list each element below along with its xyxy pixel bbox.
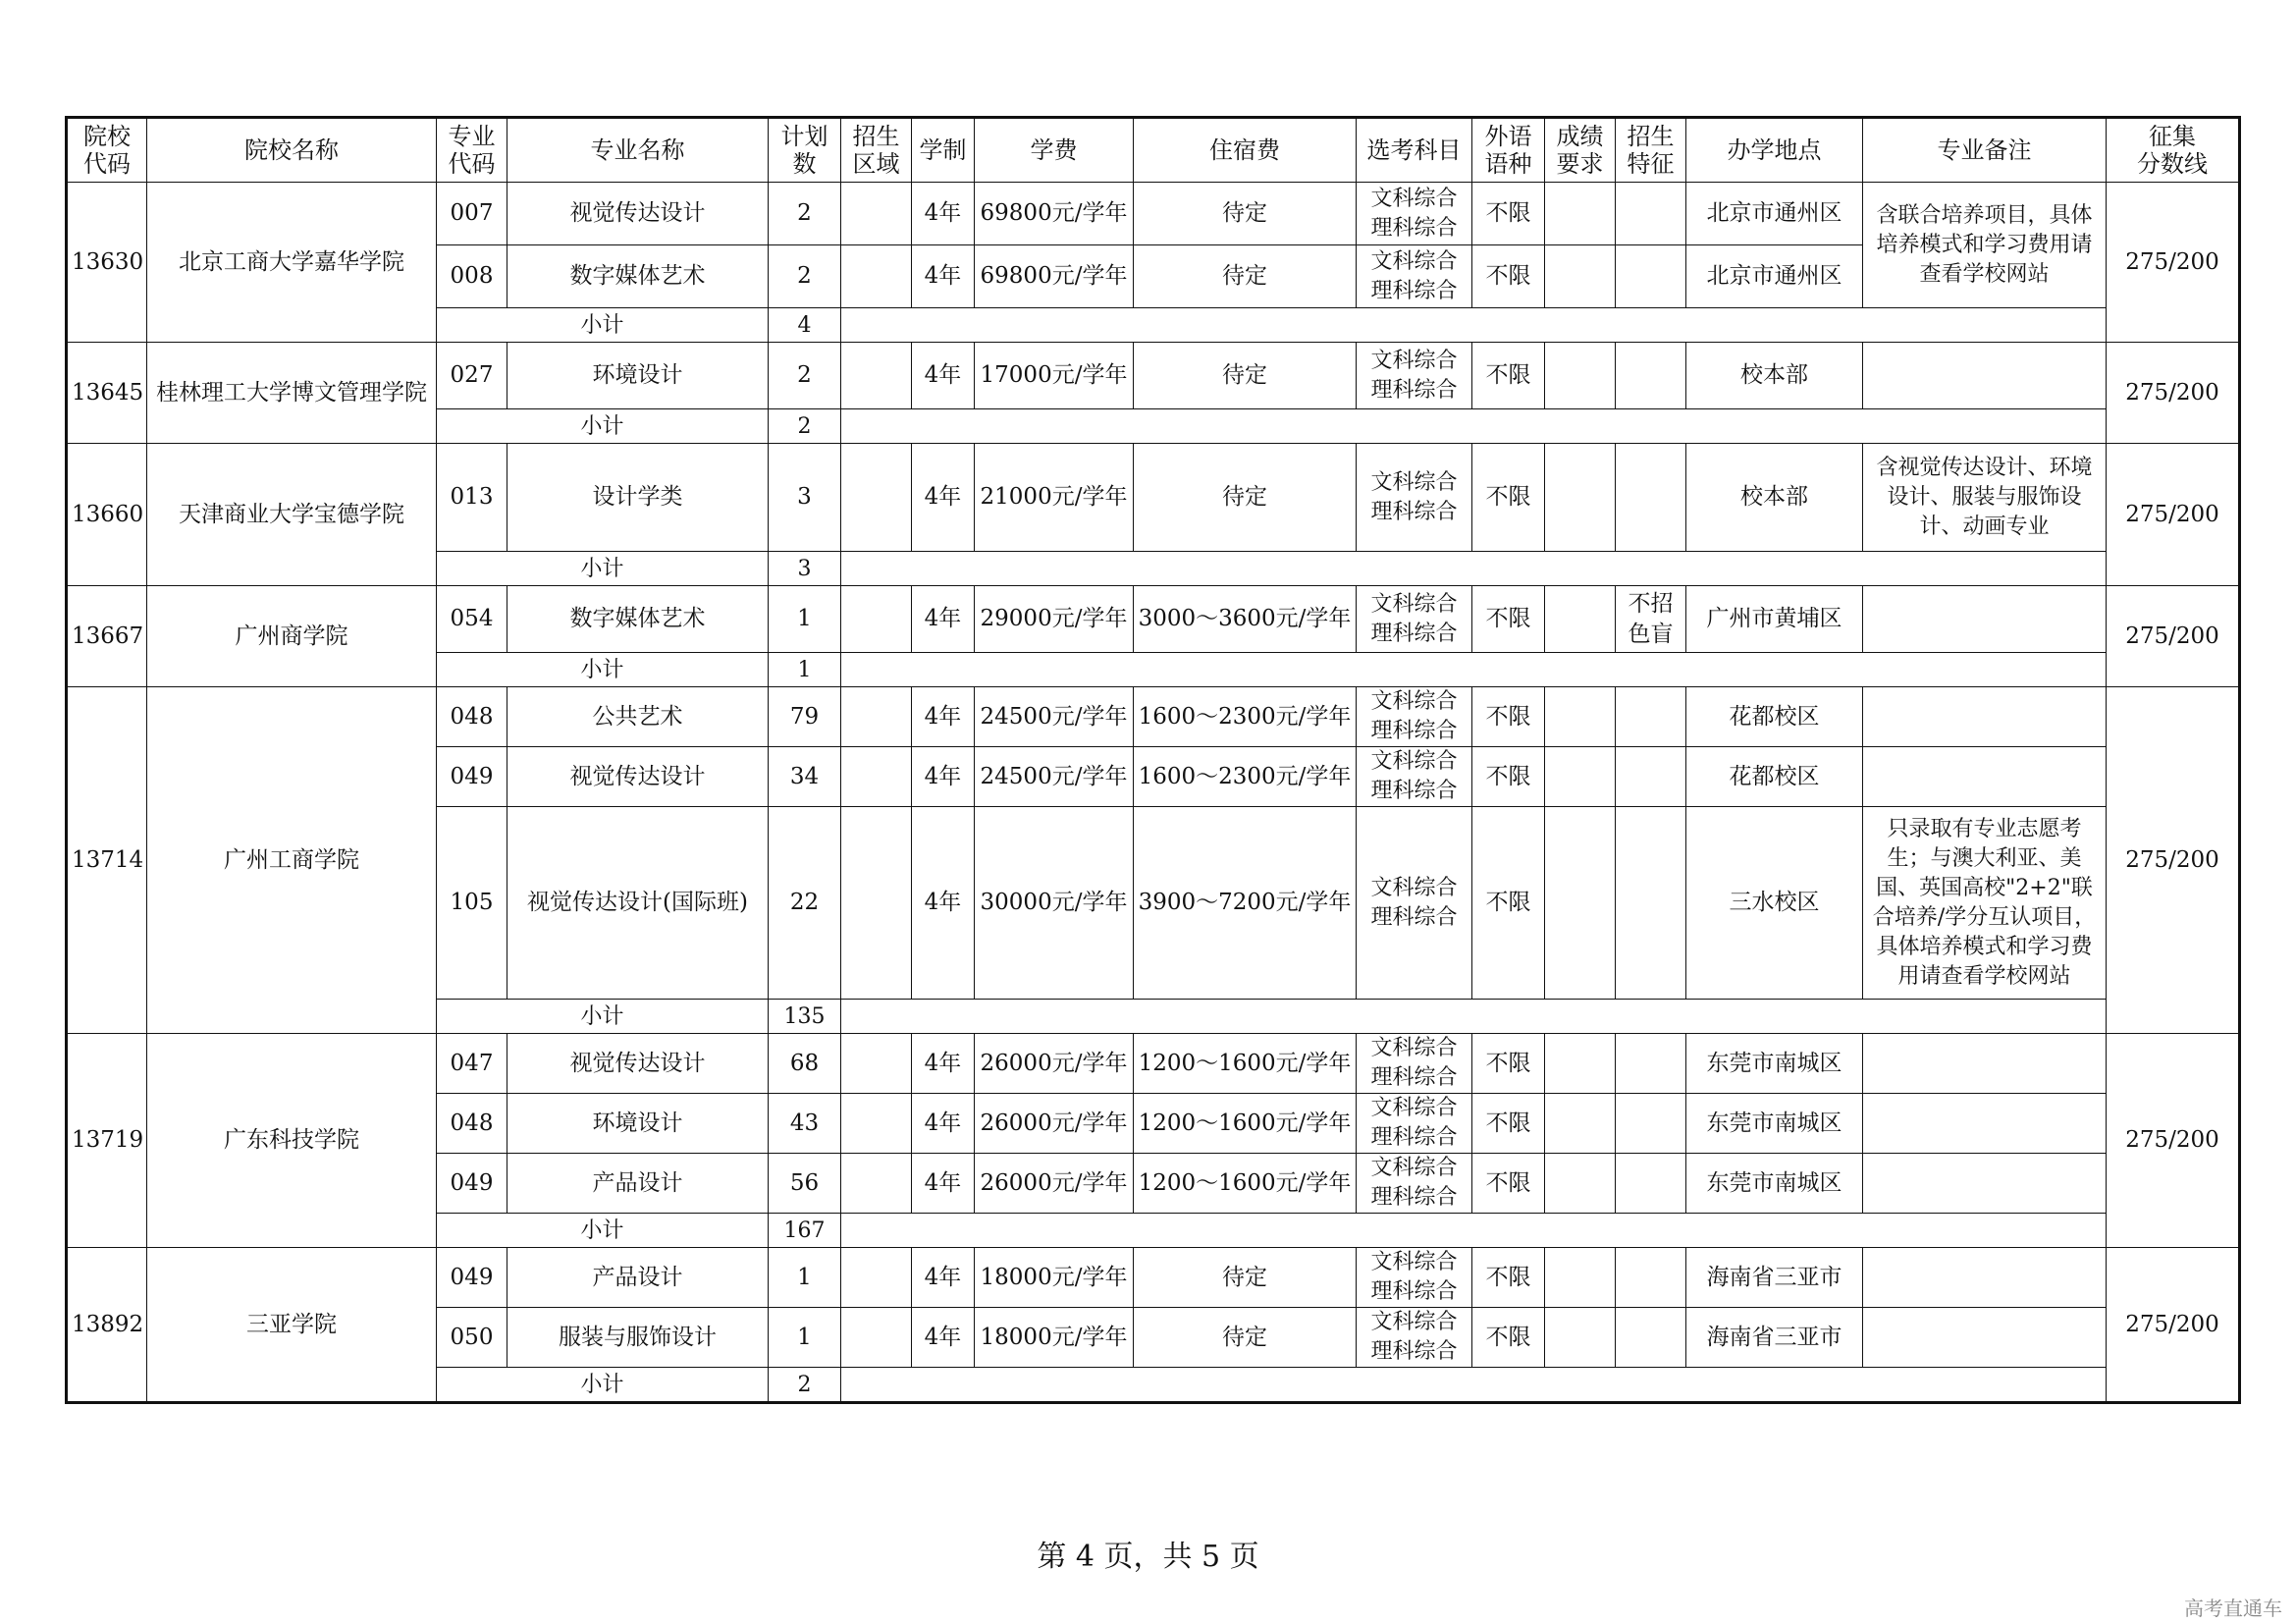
tuition: 30000元/学年 (975, 807, 1134, 1000)
lodging-fee: 待定 (1134, 1308, 1357, 1368)
foreign-language: 不限 (1472, 1034, 1545, 1094)
duration: 4年 (912, 444, 975, 552)
lodging-fee: 1600～2300元/学年 (1134, 747, 1357, 807)
cutoff-score: 275/200 (2107, 687, 2240, 1034)
score-requirement (1545, 1248, 1616, 1308)
school-code: 13714 (67, 687, 147, 1034)
plan-count: 1 (769, 1248, 841, 1308)
region (841, 687, 912, 747)
subtotal-filler (841, 409, 2107, 444)
admission-feature (1616, 1248, 1686, 1308)
plan-count: 22 (769, 807, 841, 1000)
major-code: 054 (437, 586, 507, 653)
table-row (67, 444, 2240, 552)
campus-location: 东莞市南城区 (1686, 1094, 1863, 1154)
score-requirement (1545, 747, 1616, 807)
tuition: 18000元/学年 (975, 1248, 1134, 1308)
admission-feature (1616, 183, 1686, 245)
subtotal-label: 小计 (437, 1214, 769, 1248)
cutoff-score: 275/200 (2107, 183, 2240, 343)
school-name: 广州工商学院 (147, 687, 437, 1034)
score-requirement (1545, 444, 1616, 552)
lodging-fee: 1200～1600元/学年 (1134, 1094, 1357, 1154)
subtotal-value: 3 (769, 552, 841, 586)
school-code: 13667 (67, 586, 147, 687)
region (841, 343, 912, 409)
subjects: 文科综合 理科综合 (1357, 245, 1472, 308)
table-body (67, 183, 2240, 1403)
campus-location: 三水校区 (1686, 807, 1863, 1000)
campus-location: 校本部 (1686, 343, 1863, 409)
duration: 4年 (912, 807, 975, 1000)
plan-count: 2 (769, 343, 841, 409)
subjects: 文科综合 理科综合 (1357, 1034, 1472, 1094)
subtotal-filler (841, 1000, 2107, 1034)
major-note (1863, 343, 2107, 409)
plan-count: 56 (769, 1154, 841, 1214)
lodging-fee: 待定 (1134, 1248, 1357, 1308)
subtotal-value: 135 (769, 1000, 841, 1034)
duration: 4年 (912, 687, 975, 747)
table-row (67, 687, 2240, 747)
region (841, 1094, 912, 1154)
major-note (1863, 1248, 2107, 1308)
major-name: 视觉传达设计 (507, 1034, 769, 1094)
tuition: 29000元/学年 (975, 586, 1134, 653)
subtotal-label: 小计 (437, 653, 769, 687)
table-row (67, 343, 2240, 409)
lodging-fee: 待定 (1134, 343, 1357, 409)
major-note (1863, 1034, 2107, 1094)
duration: 4年 (912, 1248, 975, 1308)
major-name: 设计学类 (507, 444, 769, 552)
score-requirement (1545, 245, 1616, 308)
subtotal-label: 小计 (437, 1000, 769, 1034)
major-note (1863, 586, 2107, 653)
admission-feature (1616, 687, 1686, 747)
table-row (67, 586, 2240, 653)
cutoff-score: 275/200 (2107, 444, 2240, 586)
duration: 4年 (912, 1094, 975, 1154)
duration: 4年 (912, 183, 975, 245)
lodging-fee: 待定 (1134, 444, 1357, 552)
duration: 4年 (912, 1308, 975, 1368)
region (841, 586, 912, 653)
tuition: 26000元/学年 (975, 1034, 1134, 1094)
campus-location: 东莞市南城区 (1686, 1034, 1863, 1094)
score-requirement (1545, 1094, 1616, 1154)
admission-feature (1616, 444, 1686, 552)
region (841, 807, 912, 1000)
plan-count: 1 (769, 586, 841, 653)
school-name: 广东科技学院 (147, 1034, 437, 1248)
major-code: 027 (437, 343, 507, 409)
tuition: 18000元/学年 (975, 1308, 1134, 1368)
admission-feature (1616, 1154, 1686, 1214)
header-cell: 学费 (975, 118, 1134, 183)
major-code: 049 (437, 1248, 507, 1308)
tuition: 24500元/学年 (975, 747, 1134, 807)
admission-feature (1616, 1094, 1686, 1154)
major-note: 含视觉传达设计、环境设计、服装与服饰设计、动画专业 (1863, 444, 2107, 552)
major-code: 049 (437, 1154, 507, 1214)
subjects: 文科综合 理科综合 (1357, 1154, 1472, 1214)
campus-location: 海南省三亚市 (1686, 1248, 1863, 1308)
admissions-table (65, 116, 2241, 1404)
plan-count: 3 (769, 444, 841, 552)
major-name: 数字媒体艺术 (507, 586, 769, 653)
school-code: 13660 (67, 444, 147, 586)
foreign-language: 不限 (1472, 687, 1545, 747)
subjects: 文科综合 理科综合 (1357, 444, 1472, 552)
header-cell: 外语 语种 (1472, 118, 1545, 183)
admission-feature (1616, 1034, 1686, 1094)
campus-location: 海南省三亚市 (1686, 1308, 1863, 1368)
major-note (1863, 1094, 2107, 1154)
school-name: 广州商学院 (147, 586, 437, 687)
score-requirement (1545, 343, 1616, 409)
major-name: 公共艺术 (507, 687, 769, 747)
header-cell: 办学地点 (1686, 118, 1863, 183)
major-code: 105 (437, 807, 507, 1000)
subjects: 文科综合 理科综合 (1357, 343, 1472, 409)
admission-feature (1616, 1308, 1686, 1368)
foreign-language: 不限 (1472, 1308, 1545, 1368)
duration: 4年 (912, 586, 975, 653)
major-code: 050 (437, 1308, 507, 1368)
subjects: 文科综合 理科综合 (1357, 586, 1472, 653)
subtotal-label: 小计 (437, 409, 769, 444)
cutoff-score: 275/200 (2107, 586, 2240, 687)
region (841, 183, 912, 245)
header-cell: 专业备注 (1863, 118, 2107, 183)
cutoff-score: 275/200 (2107, 1248, 2240, 1403)
major-name: 视觉传达设计 (507, 183, 769, 245)
school-code: 13892 (67, 1248, 147, 1403)
subtotal-filler (841, 552, 2107, 586)
major-code: 008 (437, 245, 507, 308)
header-cell: 专业名称 (507, 118, 769, 183)
major-name: 数字媒体艺术 (507, 245, 769, 308)
subtotal-value: 2 (769, 409, 841, 444)
page-footer: 第 4 页，共 5 页 (1037, 1540, 1259, 1574)
tuition: 17000元/学年 (975, 343, 1134, 409)
campus-location: 北京市通州区 (1686, 245, 1863, 308)
cutoff-score: 275/200 (2107, 1034, 2240, 1248)
foreign-language: 不限 (1472, 807, 1545, 1000)
subtotal-label: 小计 (437, 308, 769, 343)
region (841, 245, 912, 308)
table-row (67, 1034, 2240, 1094)
subjects: 文科综合 理科综合 (1357, 183, 1472, 245)
duration: 4年 (912, 1154, 975, 1214)
header-cell: 招生 特征 (1616, 118, 1686, 183)
foreign-language: 不限 (1472, 747, 1545, 807)
header-cell: 成绩 要求 (1545, 118, 1616, 183)
subtotal-filler (841, 653, 2107, 687)
region (841, 1248, 912, 1308)
lodging-fee: 1600～2300元/学年 (1134, 687, 1357, 747)
major-note (1863, 1154, 2107, 1214)
admission-feature (1616, 343, 1686, 409)
major-code: 007 (437, 183, 507, 245)
lodging-fee: 待定 (1134, 183, 1357, 245)
foreign-language: 不限 (1472, 1154, 1545, 1214)
admission-feature: 不招 色盲 (1616, 586, 1686, 653)
admission-feature (1616, 807, 1686, 1000)
subtotal-label: 小计 (437, 552, 769, 586)
duration: 4年 (912, 747, 975, 807)
school-code: 13630 (67, 183, 147, 343)
tuition: 26000元/学年 (975, 1094, 1134, 1154)
major-note (1863, 747, 2107, 807)
score-requirement (1545, 586, 1616, 653)
foreign-language: 不限 (1472, 444, 1545, 552)
campus-location: 北京市通州区 (1686, 183, 1863, 245)
campus-location: 东莞市南城区 (1686, 1154, 1863, 1214)
foreign-language: 不限 (1472, 586, 1545, 653)
subtotal-filler (841, 1214, 2107, 1248)
score-requirement (1545, 183, 1616, 245)
header-cell: 学制 (912, 118, 975, 183)
table-row (67, 1248, 2240, 1308)
major-name: 服装与服饰设计 (507, 1308, 769, 1368)
school-code: 13719 (67, 1034, 147, 1248)
plan-count: 79 (769, 687, 841, 747)
duration: 4年 (912, 1034, 975, 1094)
major-code: 049 (437, 747, 507, 807)
lodging-fee: 3000～3600元/学年 (1134, 586, 1357, 653)
plan-count: 2 (769, 245, 841, 308)
campus-location: 校本部 (1686, 444, 1863, 552)
tuition: 26000元/学年 (975, 1154, 1134, 1214)
major-name: 视觉传达设计(国际班) (507, 807, 769, 1000)
subtotal-value: 4 (769, 308, 841, 343)
major-code: 048 (437, 687, 507, 747)
table-row (67, 183, 2240, 245)
cutoff-score: 275/200 (2107, 343, 2240, 444)
major-note: 只录取有专业志愿考生；与澳大利亚、美国、英国高校"2+2"联合培养/学分互认项目，具体培养模式和学习费用请查看学校网站 (1863, 807, 2107, 1000)
major-note: 含联合培养项目，具体培养模式和学习费用请查看学校网站 (1863, 183, 2107, 308)
plan-count: 2 (769, 183, 841, 245)
header-cell: 招生 区域 (841, 118, 912, 183)
subtotal-filler (841, 1368, 2107, 1403)
foreign-language: 不限 (1472, 245, 1545, 308)
admission-feature (1616, 747, 1686, 807)
plan-count: 1 (769, 1308, 841, 1368)
major-name: 产品设计 (507, 1248, 769, 1308)
major-name: 产品设计 (507, 1154, 769, 1214)
major-note (1863, 687, 2107, 747)
major-name: 环境设计 (507, 1094, 769, 1154)
major-code: 047 (437, 1034, 507, 1094)
school-name: 北京工商大学嘉华学院 (147, 183, 437, 343)
major-code: 048 (437, 1094, 507, 1154)
score-requirement (1545, 687, 1616, 747)
school-name: 桂林理工大学博文管理学院 (147, 343, 437, 444)
major-code: 013 (437, 444, 507, 552)
subjects: 文科综合 理科综合 (1357, 687, 1472, 747)
subjects: 文科综合 理科综合 (1357, 1094, 1472, 1154)
lodging-fee: 1200～1600元/学年 (1134, 1034, 1357, 1094)
subjects: 文科综合 理科综合 (1357, 1308, 1472, 1368)
subjects: 文科综合 理科综合 (1357, 807, 1472, 1000)
plan-count: 34 (769, 747, 841, 807)
score-requirement (1545, 1154, 1616, 1214)
region (841, 1308, 912, 1368)
tuition: 21000元/学年 (975, 444, 1134, 552)
header-cell: 专业 代码 (437, 118, 507, 183)
major-name: 环境设计 (507, 343, 769, 409)
subtotal-value: 1 (769, 653, 841, 687)
header-cell: 选考科目 (1357, 118, 1472, 183)
watermark: 高考直通车 (2184, 1597, 2282, 1620)
lodging-fee: 1200～1600元/学年 (1134, 1154, 1357, 1214)
foreign-language: 不限 (1472, 343, 1545, 409)
subjects: 文科综合 理科综合 (1357, 1248, 1472, 1308)
region (841, 444, 912, 552)
tuition: 69800元/学年 (975, 245, 1134, 308)
header-cell: 计划 数 (769, 118, 841, 183)
lodging-fee: 待定 (1134, 245, 1357, 308)
header-row (67, 118, 2240, 183)
campus-location: 广州市黄埔区 (1686, 586, 1863, 653)
score-requirement (1545, 807, 1616, 1000)
school-name: 三亚学院 (147, 1248, 437, 1403)
campus-location: 花都校区 (1686, 687, 1863, 747)
subjects: 文科综合 理科综合 (1357, 747, 1472, 807)
subtotal-value: 167 (769, 1214, 841, 1248)
foreign-language: 不限 (1472, 1248, 1545, 1308)
header-cell: 住宿费 (1134, 118, 1357, 183)
campus-location: 花都校区 (1686, 747, 1863, 807)
school-code: 13645 (67, 343, 147, 444)
duration: 4年 (912, 343, 975, 409)
plan-count: 43 (769, 1094, 841, 1154)
school-name: 天津商业大学宝德学院 (147, 444, 437, 586)
subtotal-value: 2 (769, 1368, 841, 1403)
major-name: 视觉传达设计 (507, 747, 769, 807)
score-requirement (1545, 1308, 1616, 1368)
lodging-fee: 3900～7200元/学年 (1134, 807, 1357, 1000)
region (841, 747, 912, 807)
duration: 4年 (912, 245, 975, 308)
major-note (1863, 1308, 2107, 1368)
foreign-language: 不限 (1472, 183, 1545, 245)
admission-feature (1616, 245, 1686, 308)
foreign-language: 不限 (1472, 1094, 1545, 1154)
header-cell: 院校 代码 (67, 118, 147, 183)
region (841, 1034, 912, 1094)
subtotal-filler (841, 308, 2107, 343)
header-cell: 院校名称 (147, 118, 437, 183)
plan-count: 68 (769, 1034, 841, 1094)
region (841, 1154, 912, 1214)
tuition: 24500元/学年 (975, 687, 1134, 747)
tuition: 69800元/学年 (975, 183, 1134, 245)
score-requirement (1545, 1034, 1616, 1094)
header-cell: 征集 分数线 (2107, 118, 2240, 183)
subtotal-label: 小计 (437, 1368, 769, 1403)
